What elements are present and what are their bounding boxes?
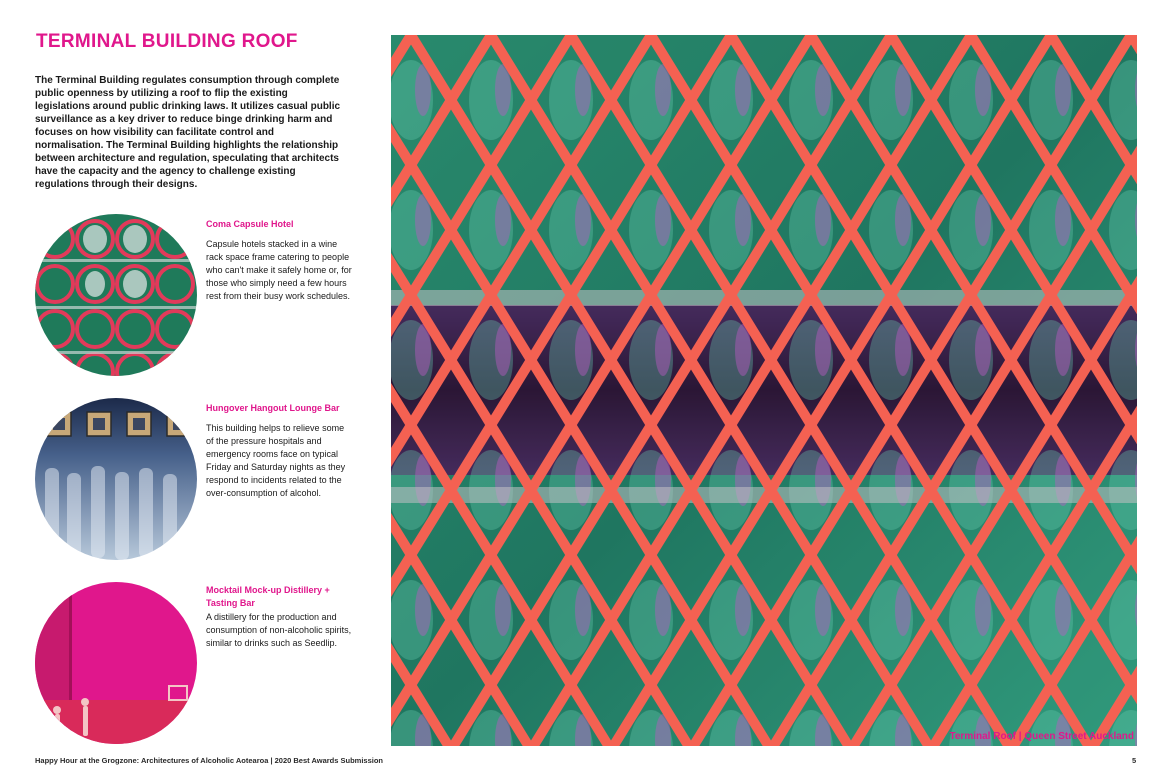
footer-text: Happy Hour at the Grogzone: Architectures of Alcoholic Aotearoa | 2020 Best Awards Submission xyxy=(35,756,384,765)
lounge-bar-photo xyxy=(35,398,197,560)
section-title-capsule-hotel: Coma Capsule Hotel xyxy=(206,219,294,229)
section-text-distillery: A distillery for the production and consumption of non-alcoholic spirits, similar to drinks such as Seedlip. xyxy=(206,612,352,648)
section-title-lounge-bar: Hungover Hangout Lounge Bar xyxy=(206,403,340,413)
capsule-hotel-photo xyxy=(35,214,197,376)
terminal-roof-photo xyxy=(391,35,1137,746)
distillery-photo xyxy=(35,582,197,744)
intro-paragraph: The Terminal Building regulates consumption through complete public openness by utilizing a roof to flip the existing legislations around public drinking laws. It utilizes casual public surveillance as a key driver to reduce binge drinking harm and focuses on how visibility can facilitate control and normalisation. The Terminal Building highlights the relationship between architecture and regulation, speculating that architects have the capacity and the agency to challenge existing regulations through their designs. xyxy=(35,75,341,190)
section-text-capsule-hotel: Capsule hotels stacked in a wine rack space frame catering to people who can't make it safely home or, for those who simply need a few hours rest from their busy work schedules. xyxy=(206,239,352,301)
section-title-distillery: Mocktail Mock-up Distillery + Tasting Bar xyxy=(206,585,330,608)
page-number: 5 xyxy=(1132,756,1137,765)
section-text-lounge-bar: This building helps to relieve some of the pressure hospitals and emergency rooms face on typical Friday and Saturday nights as they respond to incidents related to the over-consumption of alcohol. xyxy=(206,423,346,498)
page-title: TERMINAL BUILDING ROOF xyxy=(36,31,298,52)
feature-image-caption: Terminal Roof | Queen Street Auckland xyxy=(949,731,1134,742)
